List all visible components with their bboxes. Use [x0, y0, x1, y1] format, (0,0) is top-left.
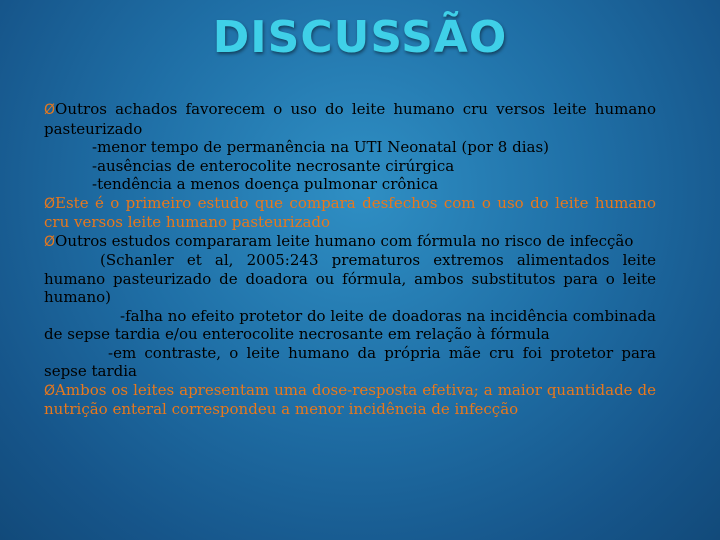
slide-body: [44, 100, 656, 419]
bullet-3-sub-1: -falha no efeito protetor do leite de doadoras na incidência combinada de sepse tardia e/ou enterocolite necrosante em relação à fórmula: [44, 306, 656, 343]
bullet-arrow-icon: Ø: [44, 382, 56, 399]
bullet-3-sub-2: -em contraste, o leite humano da própria mãe cru foi protetor para sepse tardia: [44, 343, 656, 380]
bullet-arrow-icon: Ø: [44, 233, 56, 250]
bullet-1-text: Outros achados favorecem o uso do leite humano cru versos leite humano pasteurizado: [44, 100, 656, 138]
slide-title: DISCUSSÃO: [212, 12, 508, 63]
bullet-1-sub-3: -tendência a menos doença pulmonar crônica: [92, 175, 439, 193]
bullet-4-text: Ambos os leites apresentam uma dose-resposta efetiva; a maior quantidade de nutrição enteral correspondeu a menor incidência de infecção: [44, 380, 656, 418]
bullet-2: [44, 194, 656, 232]
bullet-arrow-icon: Ø: [44, 195, 56, 212]
bullet-arrow-icon: Ø: [44, 102, 56, 118]
bullet-2-text: Este é o primeiro estudo que compara desfechos com o uso do leite humano cru versos leite humano pasteurizado: [44, 193, 656, 231]
bullet-3: [44, 232, 656, 252]
bullet-4: [44, 381, 656, 419]
bullet-1: [44, 100, 656, 138]
bullet-3-text: Outros estudos compararam leite humano com fórmula no risco de infecção: [55, 231, 634, 250]
bullet-1-sub-1: -menor tempo de permanência na UTI Neonatal (por 8 dias): [92, 138, 550, 156]
bullet-1-sub-2: -ausências de enterocolite necrosante cirúrgica: [92, 156, 455, 175]
bullet-3-reference: (Schanler et al, 2005:243 prematuros extremos alimentados leite humano pasteurizado de doadora ou fórmula, ambos substitutos para o leite humano): [44, 251, 656, 306]
